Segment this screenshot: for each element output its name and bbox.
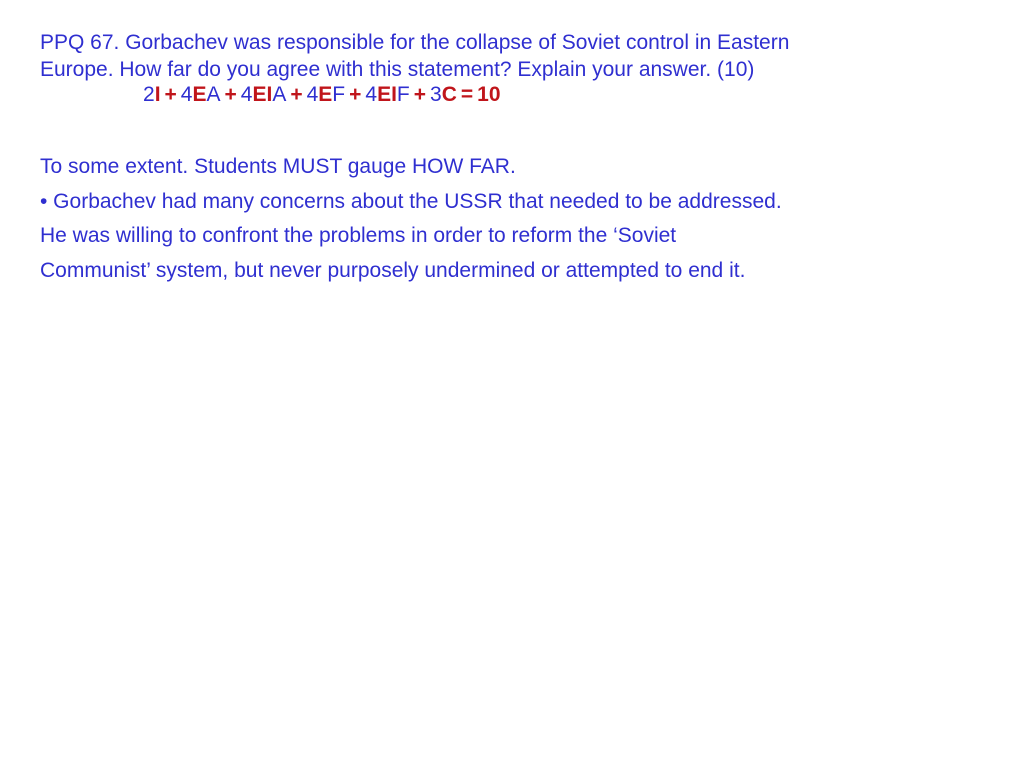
term-6-code: C [441,83,457,106]
term-3-number: 4 [240,83,253,106]
answer-line-2: • Gorbachev had many concerns about the USSR that needed to be addressed. [40,189,782,213]
plus-sign-1: + [164,83,177,106]
answer-line-4: Communist’ system, but never purposely undermined or attempted to end it. [40,258,746,282]
term-3-suffix: A [272,83,287,106]
term-4-suffix: F [332,83,346,106]
answer-line-3: He was willing to confront the problems in order to reform the ‘Soviet [40,224,677,247]
term-1-code: I [154,83,161,106]
total-marks: 10 [477,83,501,106]
plus-sign-4: + [349,83,362,106]
plus-sign-2: + [224,83,237,106]
term-3-code: EI [252,83,273,106]
term-4-number: 4 [306,83,319,106]
term-6-number: 3 [430,83,442,106]
term-2-code: E [192,83,207,106]
term-2-number: 4 [180,83,193,106]
term-4-code: E [318,83,333,106]
question-line-1: PPQ 67. Gorbachev was responsible for the collapse of Soviet control in Eastern [40,31,790,54]
question-line-2: Europe. How far do you agree with this statement? Explain your answer. (10) [40,58,755,81]
plus-sign-3: + [290,83,303,106]
term-1-number: 2 [143,83,155,106]
answer-line-1: To some extent. Students MUST gauge HOW FAR. [40,155,516,178]
plus-sign-5: + [413,83,427,106]
term-5-number: 4 [365,83,378,106]
term-5-suffix: F [396,83,410,106]
mark-scheme-formula [143,83,501,107]
term-5-code: EI [377,83,397,106]
equals-sign: = [460,83,474,106]
question-text [40,29,1000,83]
answer-text [40,150,1000,288]
term-2-suffix: A [206,83,221,106]
